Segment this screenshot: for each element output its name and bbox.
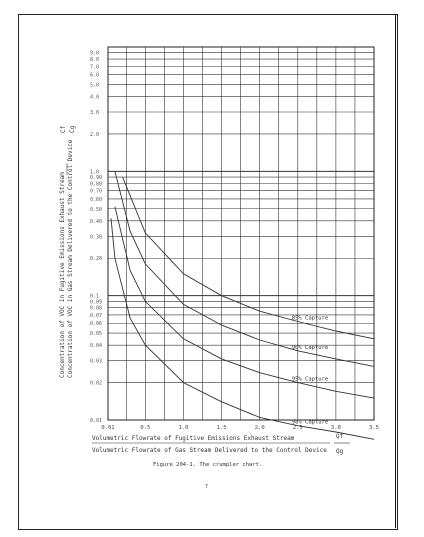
y-tick-label: 0.40 [90,218,103,225]
capture-curve [111,218,374,439]
x-tick-label: 3.0 [330,425,341,431]
y-tick-labels [90,51,102,424]
y-tick-label: 0.70 [90,188,103,195]
y-tick-label: 8.0 [90,57,100,64]
x-axis-label-top: Volumetric Flowrate of Fugitive Emissions Exhaust Stream [92,435,295,442]
y-tick-label: 0.30 [90,234,103,241]
y-tick-label: 0.08 [90,305,103,312]
curve-label: 90% Capture [291,344,329,351]
y-tick-label: 0.06 [90,321,103,328]
x-axis-label-bottom: Volumetric Flowrate of Gas Stream Delivered to the Control Device [92,447,327,454]
y-tick-label: 0.05 [90,331,103,338]
y-tick-label: 0.07 [90,312,103,319]
x-ratio-bottom: Qg [336,448,344,455]
y-tick-label: 0.01 [90,418,103,424]
chart-grid [108,47,374,420]
page-number: 7 [205,484,209,490]
y-tick-label: 2.0 [90,131,100,138]
x-ratio-top: Qf [336,433,344,440]
y-tick-label: 4.0 [90,94,100,101]
y-tick-label: 9.0 [90,50,100,57]
x-tick-label: 3.5 [369,425,379,431]
capture-curve [115,171,374,366]
x-tick-label: 0.5 [140,425,151,431]
x-tick-label: 0.01 [101,425,115,431]
plot-frame [108,47,374,420]
y-tick-label: 0.1 [90,293,100,300]
x-tick-labels [101,425,379,431]
y-tick-label: 3.0 [90,110,100,117]
y-ratio-bottom: Cg [69,125,76,133]
y-tick-label: 6.0 [90,72,100,79]
y-ratio-top: Cf [60,125,67,133]
y-axis-label-bottom: Concentration of VOC in Gas Stream Delivered to the Control Device [67,139,74,378]
y-tick-label: 5.0 [90,82,100,89]
y-tick-label: 0.03 [90,358,103,365]
x-tick-label: 1.5 [216,425,227,431]
y-tick-label: 0.80 [90,181,103,188]
x-tick-label: 2.5 [292,425,303,431]
y-axis-label-top: Concentration of VOC in Fugitive Emissions Exhaust Stream [59,172,66,378]
capture-curves [111,171,374,439]
curve-label: 95% Capture [291,376,329,383]
y-tick-label: 7.0 [90,64,100,71]
x-tick-label: 2.0 [254,425,265,431]
y-tick-label: 0.60 [90,196,103,203]
y-tick-label: 0.90 [90,175,103,182]
curve-label: 85% Capture [291,315,329,322]
capture-curve [123,177,375,339]
y-tick-label: 0.04 [90,343,103,350]
y-tick-label: 0.20 [90,256,103,263]
y-tick-label: 0.02 [90,380,103,387]
x-tick-label: 1.0 [178,425,189,431]
y-tick-label: 0.09 [90,299,103,306]
figure-caption: Figure 204-1. The crumpler chart. [153,462,263,468]
curve-label: 98% Capture [291,419,329,426]
capture-curve [115,207,374,399]
y-tick-label: 1.0 [90,169,100,176]
y-tick-label: 0.50 [90,206,103,213]
